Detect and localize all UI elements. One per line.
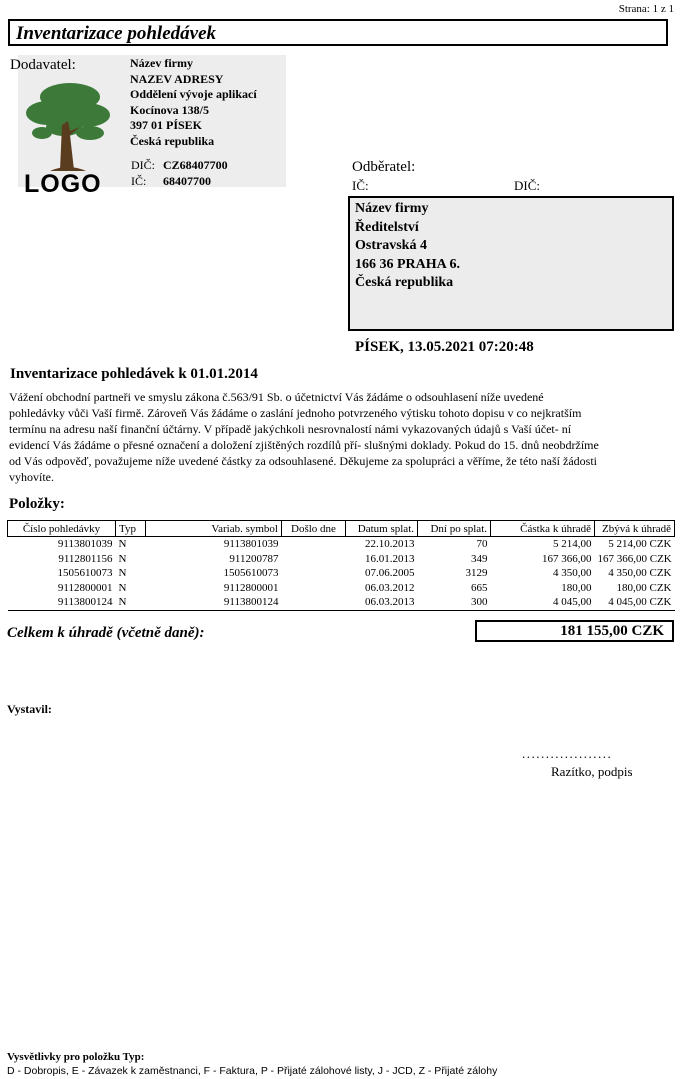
table-row	[8, 537, 675, 552]
customer-address	[355, 200, 460, 293]
customer-line: Název firmy	[355, 201, 429, 216]
table-cell: 06.03.2012	[365, 581, 415, 594]
document-title: Inventarizace pohledávek	[8, 19, 668, 46]
table-cell: 9113800124	[8, 595, 116, 610]
table-cell	[282, 581, 346, 596]
supplier-line: Kocínova 138/5	[130, 102, 210, 117]
supplier-ids	[131, 157, 228, 189]
receivables-table	[7, 520, 675, 611]
table-cell: 9113801039	[223, 538, 279, 551]
total-value: 181 155,00 CZK	[475, 620, 674, 642]
table-cell: 180,00	[561, 581, 592, 594]
supplier-address	[130, 56, 257, 149]
intro-line: termínu na adresu naší finanční účtárny. V případě jakýchkoli nesrovnalostí námi vykazovaných údajů s Vaší účet- ní	[9, 422, 572, 436]
supplier-line: Česká republika	[130, 133, 215, 148]
table-cell: 4 350,00 CZK	[608, 567, 672, 580]
legend-text: D - Dobropis, E - Závazek k zaměstnanci, F - Faktura, P - Přijaté zálohové listy, J - JCD, Z - Přijaté zálohy	[7, 1065, 498, 1077]
table-header-row	[8, 521, 675, 537]
customer-line: Česká republika	[355, 275, 454, 290]
table-cell	[282, 595, 346, 610]
customer-label: Odběratel:	[352, 159, 416, 175]
table-cell: 1505610073	[223, 567, 279, 580]
column-header: Částka k úhradě	[491, 521, 595, 537]
table-cell	[282, 537, 346, 552]
table-cell: 911200787	[229, 552, 279, 565]
supplier-line: 397 01 PÍSEK	[130, 118, 203, 132]
page-number: Strana: 1 z 1	[618, 3, 674, 15]
column-header: Typ	[116, 521, 146, 537]
table-cell: 167 366,00	[542, 552, 592, 565]
table-cell: 22.10.2013	[365, 538, 415, 551]
table-cell: 3129	[465, 567, 488, 580]
table-cell: 1505610073	[57, 567, 113, 580]
table-cell: 300	[418, 595, 491, 610]
legend-title: Vysvětlivky pro položku Typ:	[7, 1051, 145, 1063]
customer-line: Ředitelství	[355, 219, 419, 235]
table-cell: 9112801156	[58, 552, 113, 565]
supplier-line: Oddělení vývoje aplikací	[130, 87, 257, 101]
table-row	[8, 581, 675, 596]
column-header: Číslo pohledávky	[8, 521, 116, 537]
customer-ic-label: IČ:	[352, 178, 369, 193]
supplier-dic-value: CZ68407700	[163, 158, 228, 172]
table-cell: 167 366,00 CZK	[597, 552, 672, 565]
intro-line: od Vás odpověď, považujeme níže uvedené částky za odsouhlasené. Děkujeme za spolupráci a věříme, že této naší žádosti	[9, 454, 597, 468]
table-cell: 4 045,00	[491, 595, 595, 610]
table-cell: 9112800001	[57, 581, 113, 594]
column-header: Zbývá k úhradě	[595, 521, 675, 537]
table-cell: N	[118, 538, 127, 551]
table-cell: 5 214,00	[553, 538, 592, 551]
table-cell	[282, 566, 346, 581]
column-header: Došlo dne	[282, 521, 346, 537]
supplier-line: Název firmy	[130, 56, 193, 70]
table-cell: 70	[476, 538, 488, 551]
table-cell: 9112800001	[223, 581, 279, 594]
table-cell: 180,00 CZK	[616, 581, 672, 594]
signature-label: Razítko, podpis	[551, 764, 633, 779]
items-label: Položky:	[9, 496, 65, 512]
inventory-heading: Inventarizace pohledávek k 01.01.2014	[10, 366, 258, 382]
table-cell	[282, 552, 346, 567]
signature-line: ...................	[522, 746, 613, 761]
column-header: Variab. symbol	[146, 521, 282, 537]
supplier-label: Dodavatel:	[10, 57, 76, 73]
logo-text: LOGO	[24, 170, 102, 198]
column-header: Dní po splat.	[418, 521, 491, 537]
table-cell: 4 045,00 CZK	[595, 595, 675, 610]
table-cell: N	[118, 552, 127, 565]
table-cell: 665	[471, 581, 488, 594]
table-cell: 9113800124	[146, 595, 282, 610]
table-cell: N	[118, 567, 127, 580]
column-header: Datum splat.	[346, 521, 418, 537]
intro-line: Vážení obchodní partneři ve smyslu zákona č.563/91 Sb. o účetnictví Vás žádáme o odsouhlasení níže uvedené	[9, 390, 544, 404]
table-cell: 5 214,00 CZK	[608, 538, 672, 551]
table-cell: 06.03.2013	[346, 595, 418, 610]
table-cell: N	[118, 581, 127, 594]
table-cell: 07.06.2005	[365, 567, 415, 580]
supplier-line: NAZEV ADRESY	[130, 71, 224, 86]
place-date: PÍSEK, 13.05.2021 07:20:48	[355, 339, 534, 355]
supplier-ic-value: 68407700	[163, 174, 211, 188]
table-cell: 4 350,00	[553, 567, 592, 580]
supplier-ic-label: IČ:	[131, 174, 147, 188]
intro-line: vyhovíte.	[9, 470, 54, 484]
table-cell: N	[116, 595, 146, 610]
table-cell: 16.01.2013	[365, 552, 415, 565]
customer-line: Ostravská 4	[355, 238, 427, 253]
total-label: Celkem k úhradě (včetně daně):	[7, 625, 205, 641]
issued-by-label: Vystavil:	[7, 702, 52, 716]
table-row	[8, 566, 675, 581]
table-cell: 349	[471, 552, 488, 565]
table-row	[8, 595, 675, 610]
supplier-dic-label: DIČ:	[131, 158, 155, 172]
table-row	[8, 552, 675, 567]
intro-line: evidencí Vás žádáme o přesné označení a doložení zjištěných rozdílů pří- slušnými doklady. Pokud do 15. dnů neobdržíme	[9, 438, 599, 452]
table-cell: 9113801039	[57, 538, 113, 551]
customer-dic-label: DIČ:	[514, 178, 540, 193]
customer-line: 166 36 PRAHA 6.	[355, 256, 460, 272]
intro-paragraph	[9, 389, 674, 485]
intro-line: pohledávky vůči Vaší firmě. Zároveň Vás žádáme o zaslání jednoho potvrzeného výtisku tohoto dopisu v co nejkratším	[9, 406, 582, 420]
